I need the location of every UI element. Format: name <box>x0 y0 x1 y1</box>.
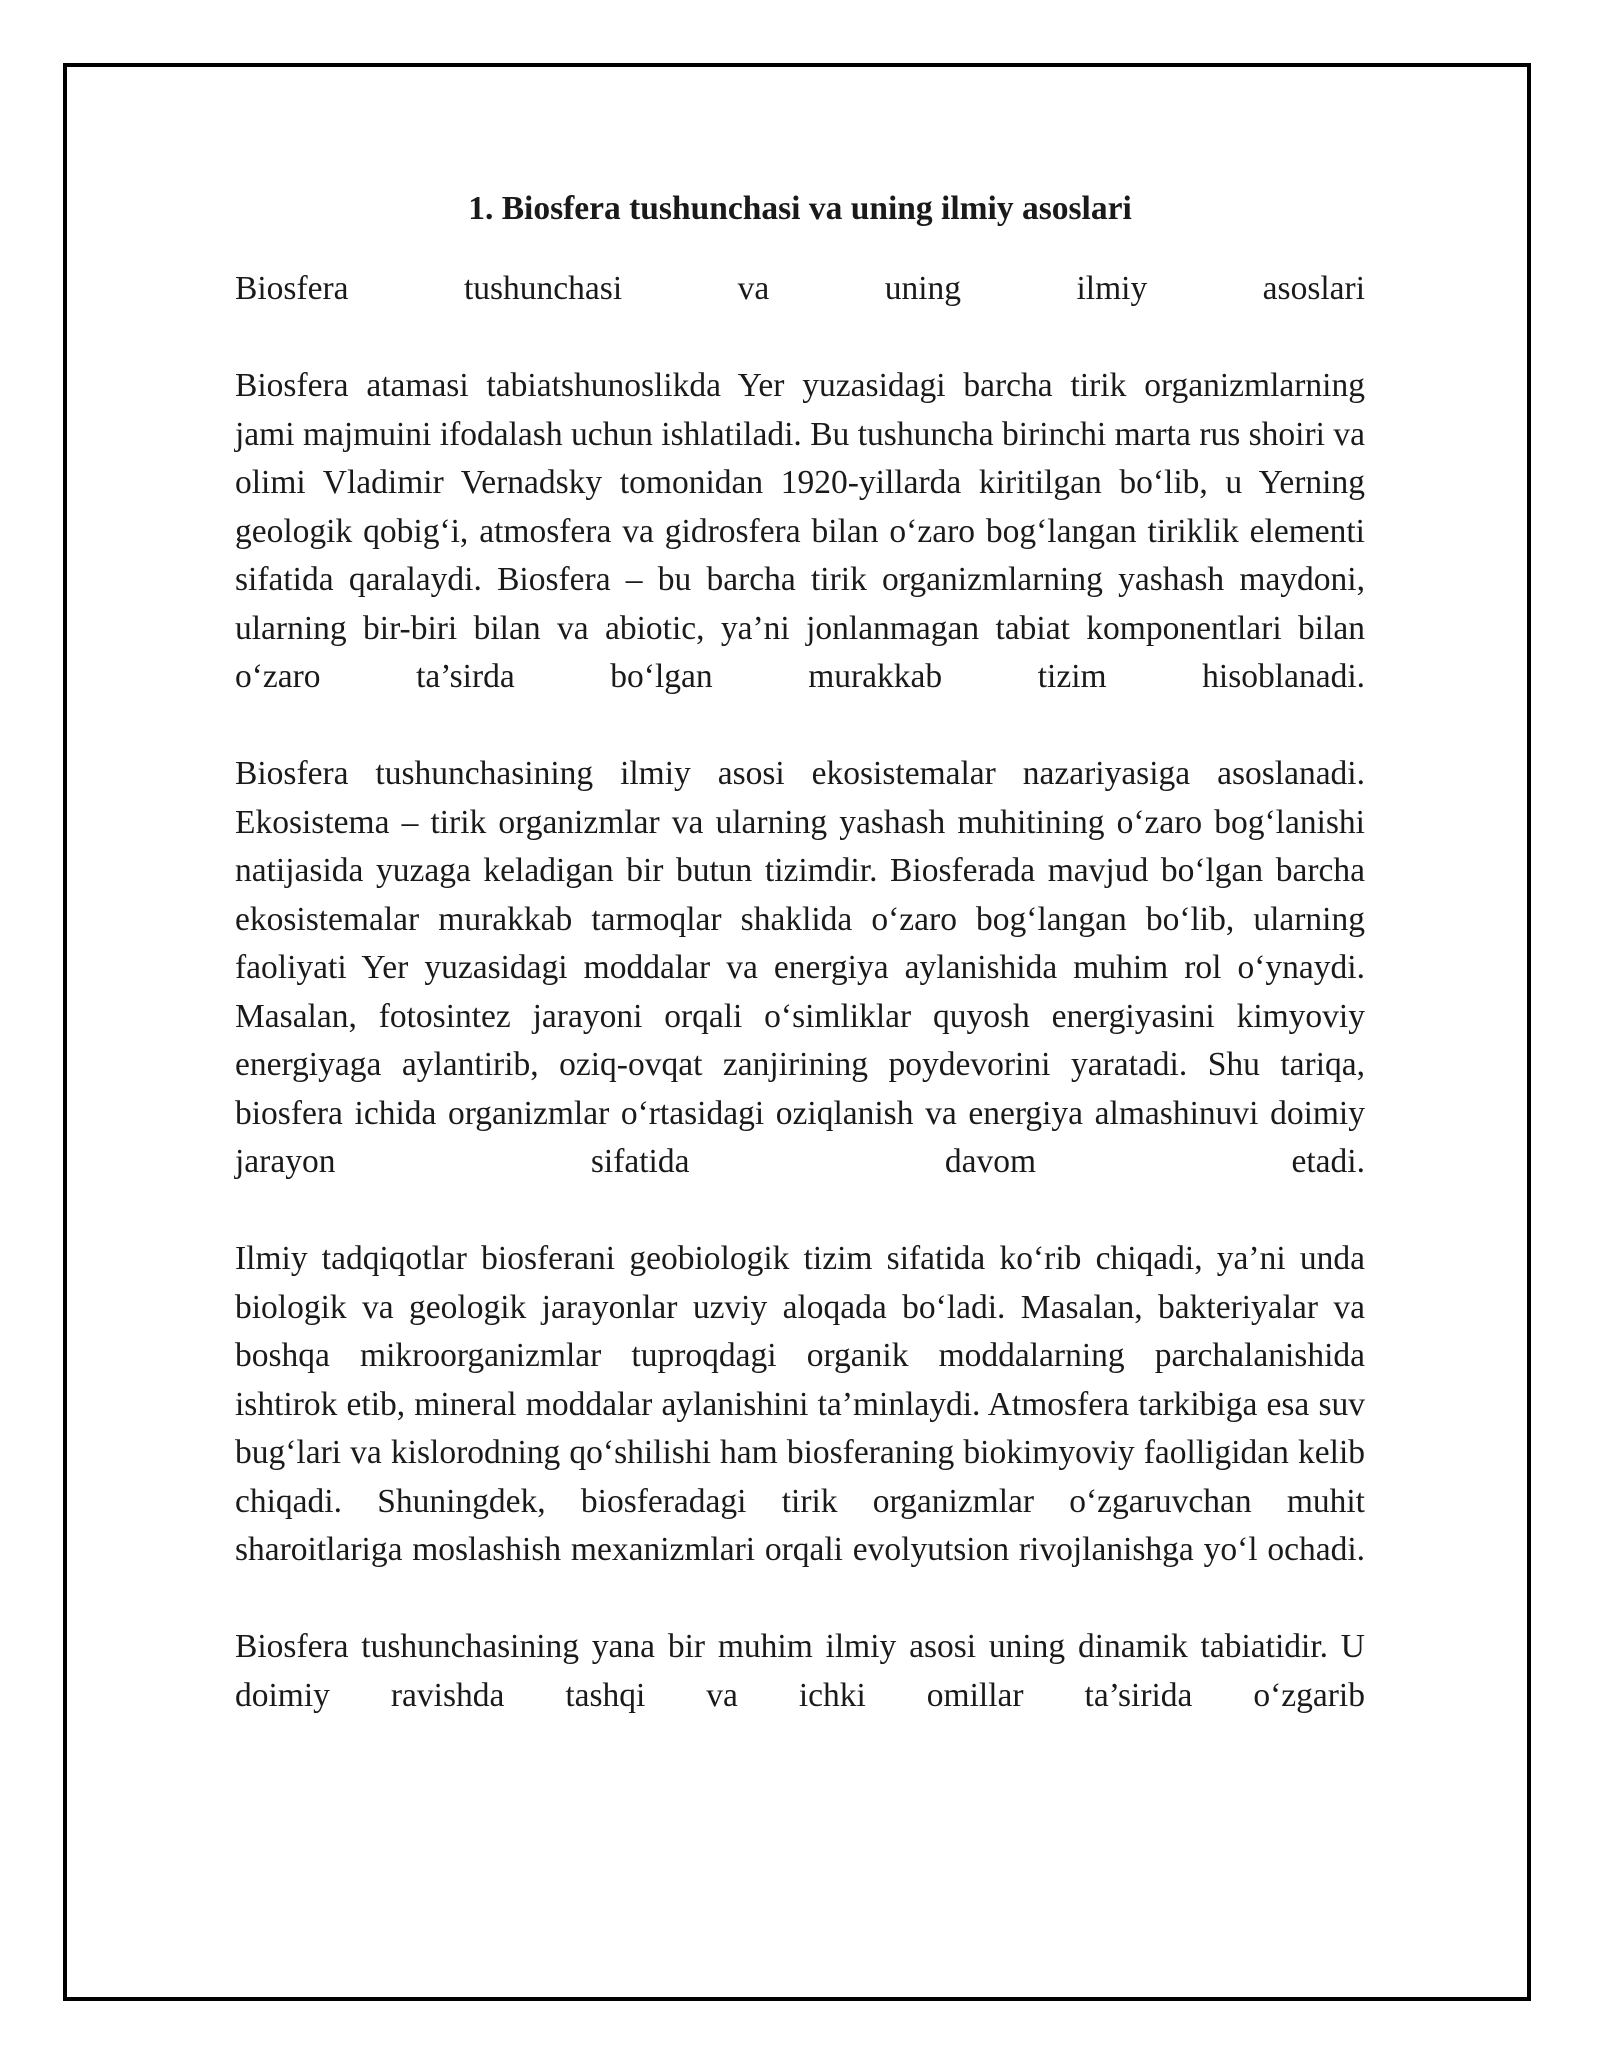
document-body <box>235 185 1365 1720</box>
document-title: 1. Biosfera tushunchasi va uning ilmiy asoslari <box>468 190 1132 227</box>
paragraph-4: Biosfera tushunchasining yana bir muhim ilmiy asosi uning dinamik tabiatidir. U doimiy ravishda tashqi va ichki omillar ta’sirida o‘zgarib <box>235 1628 1365 1714</box>
paragraph-1: Biosfera atamasi tabiatshunoslikda Yer yuzasidagi barcha tirik organizmlarning jami majmuini ifodalash uchun ishlatiladi. Bu tushuncha birinchi marta rus shoiri va olimi Vladimir Vernadsky tomonidan 1920-yillarda kiritilgan bo‘lib, u Yerning geologik qobig‘i, atmosfera va gidrosfera bilan o‘zaro bog‘langan tiriklik elementi sifatida qaralaydi. Biosfera – bu barcha tirik organizmlarning yashash maydoni, ularning bir-biri bilan va abiotic, ya’ni jonlanmagan tabiat komponentlari bilan o‘zaro ta’sirda bo‘lgan murakkab tizim hisoblanadi. <box>235 367 1365 695</box>
paragraph-3: Ilmiy tadqiqotlar biosferani geobiologik tizim sifatida ko‘rib chiqadi, ya’ni unda biologik va geologik jarayonlar uzviy aloqada bo‘ladi. Masalan, bakteriyalar va boshqa mikroorganizmlar tuproqdagi organik moddalarning parchalanishida ishtirok etib, mineral moddalar aylanishini ta’minlaydi. Atmosfera tarkibiga esa suv bug‘lari va kislorodning qo‘shilishi ham biosferaning biokimyoviy faolligidan kelib chiqadi. Shuningdek, biosferadagi tirik organizmlar o‘zgaruvchan muhit sharoitlariga moslashish mexanizmlari orqali evolyutsion rivojlanishga yo‘l ochadi. <box>235 1240 1365 1568</box>
paragraph-2: Biosfera tushunchasining ilmiy asosi ekosistemalar nazariyasiga asoslanadi. Ekosistema – tirik organizmlar va ularning yashash muhitining o‘zaro bog‘lanishi natijasida yuzaga keladigan bir butun tizimdir. Biosferada mavjud bo‘lgan barcha ekosistemalar murakkab tarmoqlar shaklida o‘zaro bog‘langan bo‘lib, ularning faoliyati Yer yuzasidagi moddalar va energiya aylanishida muhim rol o‘ynaydi. Masalan, fotosintez jarayoni orqali o‘simliklar quyosh energiyasini kimyoviy energiyaga aylantirib, oziq-ovqat zanjirining poydevorini yaratadi. Shu tariqa, biosfera ichida organizmlar o‘rtasidagi oziqlanish va energiya almashinuvi doimiy jarayon sifatida davom etadi. <box>235 755 1365 1180</box>
paragraph-subtitle: Biosfera tushunchasi va uning ilmiy asoslari <box>235 270 1365 307</box>
